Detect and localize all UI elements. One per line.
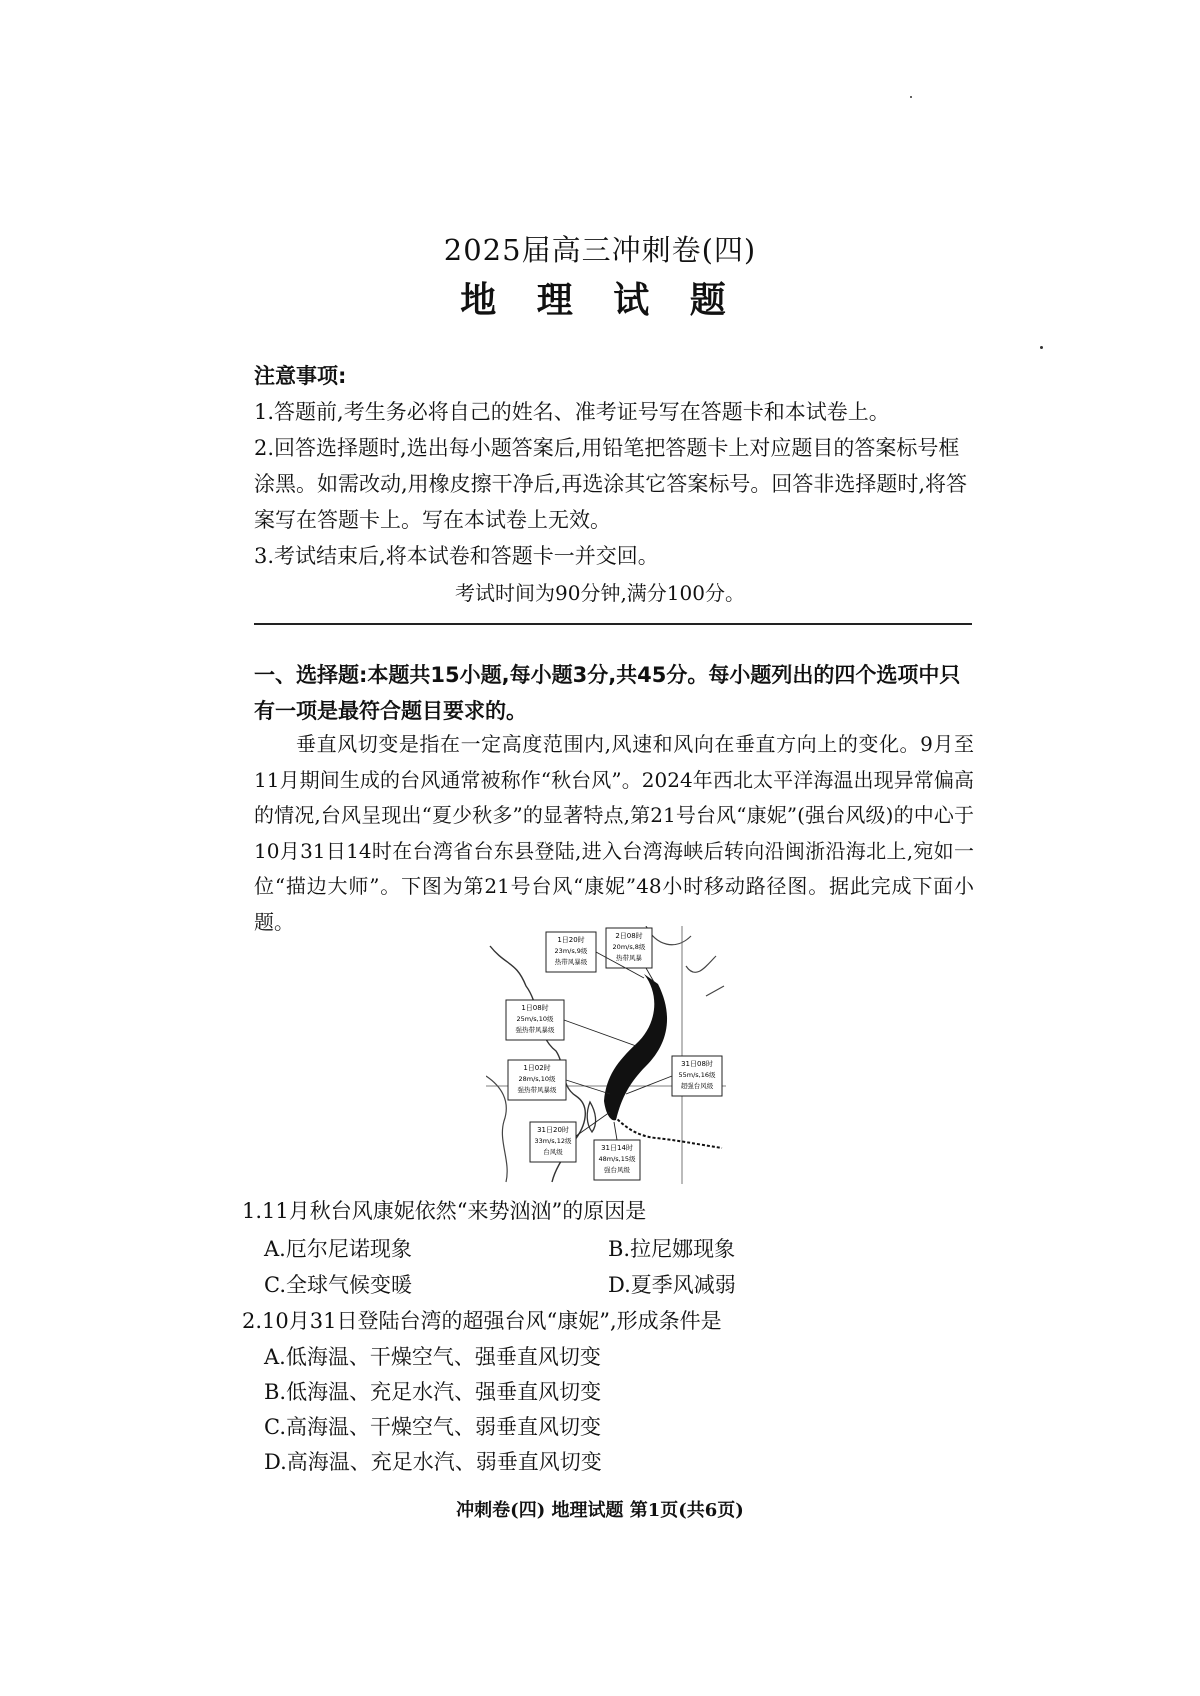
label-1d02-speed: 28m/s,10级 (518, 1075, 556, 1083)
label-31d14-speed: 48m/s,15级 (598, 1155, 636, 1163)
label-1d20-speed: 23m/s,9级 (554, 947, 588, 955)
notes-heading: 注意事项: (254, 364, 347, 388)
label-1d02 (508, 1060, 566, 1100)
q2-option-d[interactable]: D.高海温、充足水汽、弱垂直风切变 (264, 1450, 602, 1474)
notes-block (254, 358, 974, 574)
label-1d20-time: 1日20时 (557, 936, 585, 944)
q2-option-c[interactable]: C.高海温、干燥空气、弱垂直风切变 (264, 1415, 601, 1439)
label-2d08-time: 2日08时 (615, 932, 643, 940)
q1-option-a[interactable]: A.厄尔尼诺现象 (264, 1237, 412, 1261)
label-31d20 (530, 1122, 576, 1162)
label-1d02-level: 强热带风暴级 (517, 1086, 557, 1094)
q1-option-d[interactable]: D.夏季风减弱 (608, 1273, 736, 1297)
q1-option-c[interactable]: C.全球气候变暖 (264, 1273, 412, 1297)
label-1d20-level: 热带风暴级 (554, 958, 588, 966)
label-1d08-speed: 25m/s,10级 (516, 1015, 554, 1023)
scan-speck (910, 96, 912, 98)
label-31d08-speed: 55m/s,16级 (678, 1071, 716, 1079)
label-31d14 (594, 1140, 640, 1180)
time-note: 考试时间为90分钟,满分100分。 (455, 581, 745, 605)
label-31d08 (672, 1056, 722, 1096)
question-1-stem: 1.11月秋台风康妮依然“来势汹汹”的原因是 (242, 1199, 647, 1223)
q1-option-b[interactable]: B.拉尼娜现象 (608, 1237, 736, 1261)
label-31d14-time: 31日14时 (601, 1144, 633, 1152)
label-31d08-level: 超强台风级 (680, 1082, 714, 1090)
section-heading: 一、选择题:本题共15小题,每小题3分,共45分。每小题列出的四个选项中只有一项是最符合题目要求的。 (254, 663, 961, 723)
label-31d08-time: 31日08时 (681, 1060, 713, 1068)
divider (254, 623, 972, 625)
label-1d08 (506, 1000, 564, 1040)
note-item-1: 1.答题前,考生务必将自己的姓名、准考证号写在答题卡和本试卷上。 (254, 400, 890, 424)
label-1d02-time: 1日02时 (523, 1064, 551, 1072)
note-item-2: 2.回答选择题时,选出每小题答案后,用铅笔把答题卡上对应题目的答案标号框涂黑。如需改动,用橡皮擦干净后,再选涂其它答案标号。回答非选择题时,将答案写在答题卡上。写在本试卷上无效。 (254, 436, 968, 532)
label-1d20 (546, 932, 596, 972)
typhoon-track-map (486, 926, 726, 1184)
label-31d20-speed: 33m/s,12级 (534, 1137, 572, 1145)
label-2d08 (606, 928, 652, 968)
label-31d14-level: 强台风级 (604, 1166, 630, 1174)
label-2d08-level: 热带风暴 (616, 954, 642, 962)
q2-option-a[interactable]: A.低海温、干燥空气、强垂直风切变 (264, 1345, 601, 1369)
label-1d08-level: 强热带风暴级 (515, 1026, 555, 1034)
subject-title: 地 理 试 题 (460, 280, 740, 321)
note-item-3: 3.考试结束后,将本试卷和答题卡一并交回。 (254, 544, 659, 568)
label-1d08-time: 1日08时 (521, 1004, 549, 1012)
label-31d20-level: 台风级 (543, 1148, 563, 1156)
label-31d20-time: 31日20时 (537, 1126, 569, 1134)
passage-text: 垂直风切变是指在一定高度范围内,风速和风向在垂直方向上的变化。9月至11月期间生成的台风通常被称作“秋台风”。2024年西北太平洋海温出现异常偏高的情况,台风呈现出“夏少秋多”的显著特点,第21号台风“康妮”(强台风级)的中心于10月31日14时在台湾省台东县登陆,进入台湾海峡后转向沿闽浙沿海北上,宛如一位“描边大师”。下图为第21号台风“康妮”48小时移动路径图。据此完成下面小题。 (254, 732, 974, 934)
page-footer: 冲刺卷(四) 地理试题 第1页(共6页) (456, 1500, 744, 1521)
label-2d08-speed: 20m/s,8级 (612, 943, 646, 951)
scan-speck (1040, 346, 1043, 349)
question-2-stem: 2.10月31日登陆台湾的超强台风“康妮”,形成条件是 (242, 1309, 722, 1333)
q2-option-b[interactable]: B.低海温、充足水汽、强垂直风切变 (264, 1380, 602, 1404)
exam-title: 2025届高三冲刺卷(四) (443, 233, 757, 267)
